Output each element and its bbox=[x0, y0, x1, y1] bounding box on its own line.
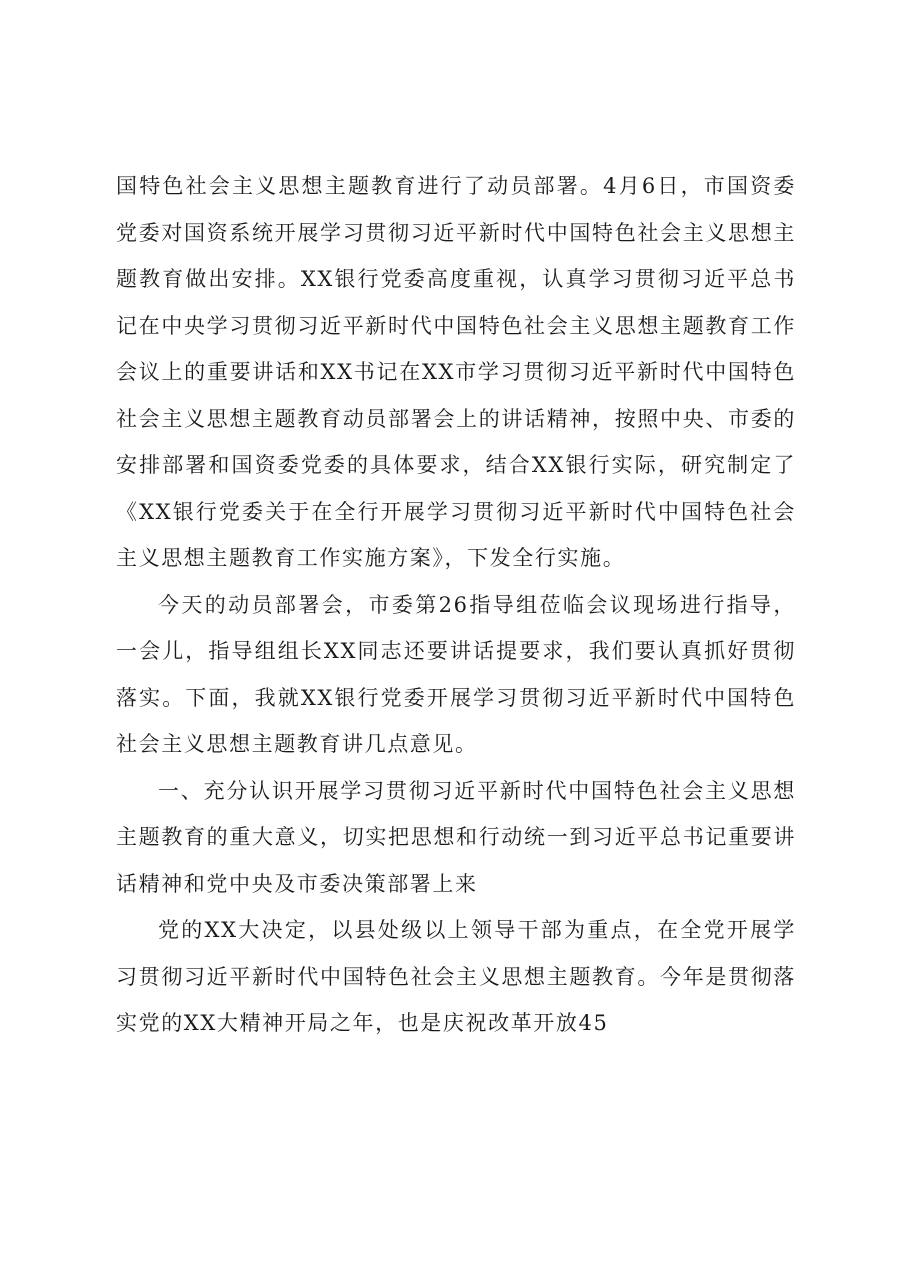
paragraph-meeting-intro: 今天的动员部署会，市委第26指导组莅临会议现场进行指导，一会儿，指导组组长XX同志还要讲话提要求，我们要认真抓好贯彻落实。下面，我就XX银行党委开展学习贯彻习近平新时代中国特色社会主义思想主题教育讲几点意见。 bbox=[116, 592, 796, 756]
document-body bbox=[116, 163, 796, 1047]
paragraph-section-one-body: 党的XX大决定，以县处级以上领导干部为重点，在全党开展学习贯彻习近平新时代中国特色社会主义思想主题教育。今年是贯彻落实党的XX大精神开局之年，也是庆祝改革开放45 bbox=[116, 918, 796, 1035]
section-heading-one: 一、充分认识开展学习贯彻习近平新时代中国特色社会主义思想主题教育的重大意义，切实把思想和行动统一到习近平总书记重要讲话精神和党中央及市委决策部署上来 bbox=[116, 778, 796, 896]
paragraph-continuation: 国特色社会主义思想主题教育进行了动员部署。4月6日，市国资委党委对国资系统开展学习贯彻习近平新时代中国特色社会主义思想主题教育做出安排。XX银行党委高度重视，认真学习贯彻习近平总书记在中央学习贯彻习近平新时代中国特色社会主义思想主题教育工作会议上的重要讲话和XX书记在XX市学习贯彻习近平新时代中国特色社会主义思想主题教育动员部署会上的讲话精神，按照中央、市委的安排部署和国资委党委的具体要求，结合XX银行实际，研究制定了《XX银行党委关于在全行开展学习贯彻习近平新时代中国特色社会主义思想主题教育工作实施方案》，下发全行实施。 bbox=[116, 174, 796, 570]
